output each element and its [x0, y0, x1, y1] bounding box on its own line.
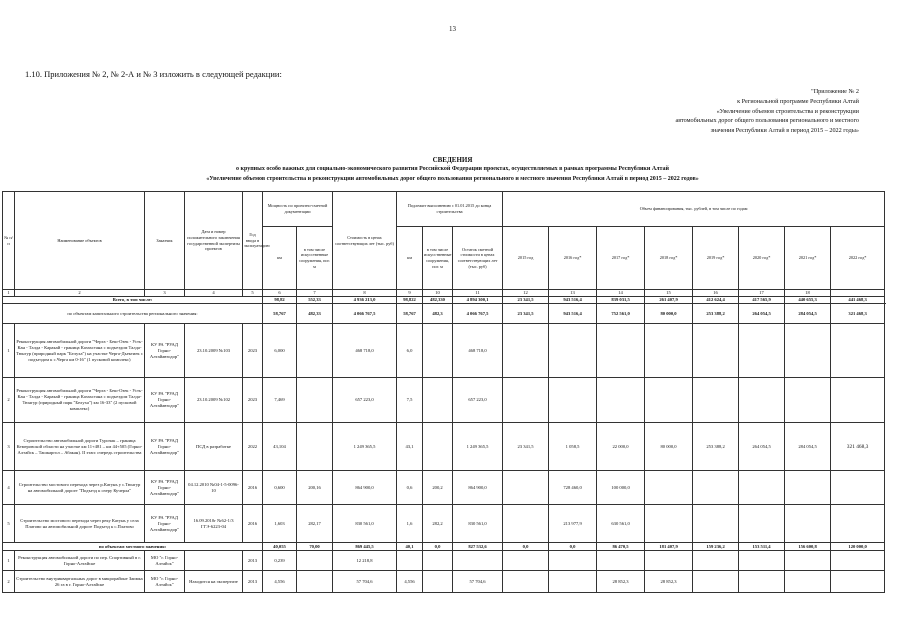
- project-done-km: 6,0: [397, 324, 423, 378]
- finance-cell: 253 388,2: [693, 423, 739, 471]
- project-done-km: 1,6: [397, 505, 423, 543]
- subtotal-cell: 321 468,3: [831, 304, 885, 324]
- project-cost: 864 900,0: [333, 471, 397, 505]
- finance-cell: [739, 551, 785, 571]
- subtotal-cell: 752 561,0: [597, 304, 645, 324]
- subtotal-cell: 943 516,4: [549, 304, 597, 324]
- project-name: Реконструкция автомобильной дороги "Черга - Беш-Озек - Усть-Кан - Талда - Каракай - граница Казахстана с подъездом Талда-Тюнгур (природный парк "Белуха") км 16-33" (2 пусковой комплекс): [15, 378, 145, 423]
- finance-cell: [739, 324, 785, 378]
- subtotal-cell: 80 000,0: [645, 304, 693, 324]
- project-customer: КУ РА "РУАД Горно-Алтайавтодор": [145, 324, 185, 378]
- subtotal-cell: 40,1: [397, 543, 423, 551]
- finance-cell: [645, 551, 693, 571]
- finance-cell: [645, 471, 693, 505]
- project-year: 2013: [243, 551, 263, 571]
- project-customer: МО "г. Горно-Алтайск": [145, 551, 185, 571]
- total-cell: 4 936 213,0: [333, 297, 397, 304]
- colnum-cell: [831, 290, 885, 297]
- colnum-cell: 5: [243, 290, 263, 297]
- total-cell: 482,330: [423, 297, 453, 304]
- subtotal-cell: 181 407,9: [645, 543, 693, 551]
- project-expertise: Находится на экспертизе: [185, 571, 243, 593]
- finance-cell: [739, 571, 785, 593]
- header-done-km: км: [397, 227, 423, 290]
- table-row: [3, 471, 885, 505]
- colnum-cell: 1: [3, 290, 15, 297]
- subtotal-cell: 869 445,5: [333, 543, 397, 551]
- subtotal-cell: 4 066 767,5: [333, 304, 397, 324]
- project-year: 2016: [243, 471, 263, 505]
- project-rest: 1 249 365,5: [453, 423, 503, 471]
- annex-line: к Региональной программе Республики Алтай: [737, 97, 859, 105]
- project-rest: 657 223,0: [453, 378, 503, 423]
- subtotal-cell: 0,0: [549, 543, 597, 551]
- finance-cell: [785, 471, 831, 505]
- header-customer: Заказчик: [145, 192, 185, 290]
- subtotal-cell: 40,055: [263, 543, 297, 551]
- finance-cell: [831, 505, 885, 543]
- project-name: Строительство внутриквартальных дорог в микрорайоне Заимка 26 га в г. Горно-Алтайске: [15, 571, 145, 593]
- project-rest: [453, 551, 503, 571]
- project-expertise: 16.09.2010г №62-1/3 ГГЭ-6223-04: [185, 505, 243, 543]
- project-km: 7,469: [263, 378, 297, 423]
- project-name: Строительство мостового перехода через реку Катунь у села Платово на автомобильной дороге Подъезд к с.Платово: [15, 505, 145, 543]
- project-km: 43,104: [263, 423, 297, 471]
- finance-cell: [831, 471, 885, 505]
- annex-line: «Увеличение объемов строительства и реконструкции: [716, 107, 859, 115]
- header-capacity-structures: в том числе искусственные сооружения, пог. м: [297, 227, 333, 290]
- header-year: 2019 год*: [693, 227, 739, 290]
- colnum-cell: 8: [333, 290, 397, 297]
- project-done-structures: [423, 571, 453, 593]
- project-done-km: 0,6: [397, 471, 423, 505]
- finance-cell: 80 000,0: [645, 423, 693, 471]
- row-number: 2: [3, 378, 15, 423]
- project-done-structures: 200,2: [423, 471, 453, 505]
- document-title: СВЕДЕНИЯ: [432, 156, 473, 164]
- header-no: № п/п: [3, 192, 15, 290]
- project-done-km: [397, 551, 423, 571]
- regional-subtotal-row: [3, 304, 885, 324]
- total-cell: 98,822: [397, 297, 423, 304]
- annex-line: "Приложение № 2: [811, 88, 859, 95]
- header-year: 2016 год*: [549, 227, 597, 290]
- finance-cell: 100 000,0: [597, 471, 645, 505]
- finance-cell: [785, 571, 831, 593]
- project-name: Реконструкция автомобильной дороги по пер. Спортивный в г. Горно-Алтайске: [15, 551, 145, 571]
- colnum-cell: 3: [145, 290, 185, 297]
- total-cell: 839 031,5: [597, 297, 645, 304]
- finance-cell: [785, 551, 831, 571]
- header-expertise-date: Дата и номер положительного заключения государственной экспертизы проектов: [185, 192, 243, 290]
- table-row: [3, 423, 885, 471]
- header-year: 2017 год*: [597, 227, 645, 290]
- finance-cell: 284 054,5: [785, 423, 831, 471]
- subtotal-cell: 482,3: [423, 304, 453, 324]
- finance-cell: [503, 378, 549, 423]
- column-numbers-row: [3, 290, 885, 297]
- project-km: 4,556: [263, 571, 297, 593]
- finance-cell: [503, 505, 549, 543]
- finance-cell: 23 341,5: [503, 423, 549, 471]
- subtotal-cell: 156 600,8: [785, 543, 831, 551]
- annex-block: [529, 87, 859, 136]
- finance-cell: [549, 551, 597, 571]
- colnum-cell: 7: [297, 290, 333, 297]
- project-km: 6,000: [263, 324, 297, 378]
- regional-label: по объектам капитального строительства регионального значения:: [3, 304, 263, 324]
- project-structures: [297, 378, 333, 423]
- total-cell: 440 655,3: [785, 297, 831, 304]
- table-row: [3, 378, 885, 423]
- project-km: 0,600: [263, 471, 297, 505]
- finance-cell: [785, 505, 831, 543]
- colnum-cell: 16: [693, 290, 739, 297]
- project-cost: 830 561,0: [333, 505, 397, 543]
- header-financing: Объем финансирования, тыс. рублей, в том числе по годам: [503, 192, 885, 227]
- header-year: 2020 год*: [739, 227, 785, 290]
- local-subtotal-row: [3, 543, 885, 551]
- header-year: 2021 год*: [785, 227, 831, 290]
- finance-cell: [693, 571, 739, 593]
- project-structures: 282,17: [297, 505, 333, 543]
- header-done-rest: Остаток сметной стоимости в ценах соответствующих лет (тыс. руб): [453, 227, 503, 290]
- colnum-cell: 17: [739, 290, 785, 297]
- project-done-structures: [423, 324, 453, 378]
- finance-cell: 213 977,9: [549, 505, 597, 543]
- project-structures: [297, 571, 333, 593]
- finance-cell: [693, 378, 739, 423]
- subtotal-cell: 58,767: [263, 304, 297, 324]
- row-number: 3: [3, 423, 15, 471]
- finance-cell: [693, 551, 739, 571]
- project-km: 0,239: [263, 551, 297, 571]
- document-subtitle-program: «Увеличение объемов строительства и реконструкции автомобильных дорог общего пользования регионального и местного значения Республики Алтай в период 2015 – 2022 годов»: [206, 176, 699, 182]
- project-customer: КУ РА "РУАД Горно-Алтайавтодор": [145, 505, 185, 543]
- colnum-cell: 14: [597, 290, 645, 297]
- finance-cell: [785, 324, 831, 378]
- total-cell: 417 565,9: [739, 297, 785, 304]
- finance-cell: [645, 324, 693, 378]
- project-structures: [297, 324, 333, 378]
- finance-cell: [645, 378, 693, 423]
- finance-cell: [831, 378, 885, 423]
- subtotal-cell: 284 054,5: [785, 304, 831, 324]
- finance-cell: 22 000,0: [597, 423, 645, 471]
- project-rest: 468 718,0: [453, 324, 503, 378]
- project-name: Строительство мостового перехода через р.Катунь у с.Тюнгур на автомобильной дороге "Подъезд к озеру Кучерла": [15, 471, 145, 505]
- finance-cell: [503, 324, 549, 378]
- colnum-cell: 6: [263, 290, 297, 297]
- project-done-structures: [423, 423, 453, 471]
- finance-cell: 28 852,3: [597, 571, 645, 593]
- page-number: 13: [449, 25, 456, 33]
- finance-cell: [693, 471, 739, 505]
- total-cell: 552,33: [297, 297, 333, 304]
- local-label: по объектам местного значения:: [3, 543, 263, 551]
- total-cell: 23 341,5: [503, 297, 549, 304]
- subtotal-cell: 4 066 767,5: [453, 304, 503, 324]
- subtotal-cell: 58,767: [397, 304, 423, 324]
- header-commission-year: Год ввода в эксплуатацию: [243, 192, 263, 290]
- finance-cell: [831, 551, 885, 571]
- colnum-cell: 12: [503, 290, 549, 297]
- finance-cell: [831, 571, 885, 593]
- project-cost: 468 718,0: [333, 324, 397, 378]
- total-label: Всего, в том числе:: [3, 297, 263, 304]
- project-done-structures: [423, 378, 453, 423]
- subtotal-cell: 482,33: [297, 304, 333, 324]
- row-number: 4: [3, 471, 15, 505]
- header-cost: Стоимость в ценах соответствующих лет (тыс. руб): [333, 192, 397, 290]
- project-done-km: 7,5: [397, 378, 423, 423]
- project-rest: 864 900,0: [453, 471, 503, 505]
- project-cost: 57 704,6: [333, 571, 397, 593]
- project-rest: 830 561,0: [453, 505, 503, 543]
- colnum-cell: 18: [785, 290, 831, 297]
- table-row: [3, 505, 885, 543]
- finance-cell: [785, 378, 831, 423]
- project-cost: 1 249 365,5: [333, 423, 397, 471]
- project-done-km: 4,556: [397, 571, 423, 593]
- total-cell: 441 468,3: [831, 297, 885, 304]
- project-done-km: 43,1: [397, 423, 423, 471]
- project-customer: КУ РА "РУАД Горно-Алтайавтодор": [145, 378, 185, 423]
- finance-cell: [597, 551, 645, 571]
- subtotal-cell: 253 388,2: [693, 304, 739, 324]
- finance-cell: 264 054,5: [739, 423, 785, 471]
- table-row: [3, 551, 885, 571]
- finance-cell: 28 852,3: [645, 571, 693, 593]
- finance-cell: [693, 324, 739, 378]
- finance-cell: 630 561,0: [597, 505, 645, 543]
- project-name: Строительство автомобильной дороги Турочак – граница Кемеровской области на участке км 11+481 – км 44+505 (Горно-Алтайск – Ташкаргол – Абакан). II этап: очередь строительства: [15, 423, 145, 471]
- subtotal-cell: 120 000,0: [831, 543, 885, 551]
- finance-cell: 728 460,0: [549, 471, 597, 505]
- finance-cell: [739, 378, 785, 423]
- project-expertise: 23.10.2009 №102: [185, 378, 243, 423]
- project-done-structures: 282,2: [423, 505, 453, 543]
- project-cost: 12 218,8: [333, 551, 397, 571]
- row-number: 5: [3, 505, 15, 543]
- colnum-cell: 4: [185, 290, 243, 297]
- row-number: 1: [3, 324, 15, 378]
- table-row: [3, 571, 885, 593]
- annex-line: автомобильных дорог общего пользования регионального и местного: [675, 117, 859, 125]
- colnum-cell: 13: [549, 290, 597, 297]
- header-capacity-km: км: [263, 227, 297, 290]
- project-year: 2016: [243, 505, 263, 543]
- project-year: 2023: [243, 378, 263, 423]
- finance-cell: [503, 471, 549, 505]
- finance-cell: [549, 571, 597, 593]
- header-year: 2022 год*: [831, 227, 885, 290]
- project-expertise: 23.10.2009 №103: [185, 324, 243, 378]
- subtotal-cell: 827 532,6: [453, 543, 503, 551]
- subtotal-cell: 70,00: [297, 543, 333, 551]
- finance-cell: [549, 324, 597, 378]
- subtotal-cell: 0,0: [423, 543, 453, 551]
- document-subtitle: о крупных особо важных для социально-экономического развития Российской Федерации проектах, осуществляемых в рамках программы Республики Алтай: [236, 166, 669, 172]
- finance-cell: 1 058,5: [549, 423, 597, 471]
- project-year: 2023: [243, 324, 263, 378]
- total-cell: 4 894 300,1: [453, 297, 503, 304]
- finance-cell: [831, 324, 885, 378]
- total-row: [3, 297, 885, 304]
- finance-cell: 321 468,3: [831, 423, 885, 471]
- colnum-cell: 15: [645, 290, 693, 297]
- subtotal-cell: 0,0: [503, 543, 549, 551]
- finance-cell: [693, 505, 739, 543]
- header-to-complete: Подлежит выполнению с 01.01.2015 до конца строительства: [397, 192, 503, 227]
- row-number: 1: [3, 551, 15, 571]
- project-expertise: [185, 551, 243, 571]
- header-capacity: Мощность по проектно-сметной документации: [263, 192, 333, 227]
- colnum-cell: 10: [423, 290, 453, 297]
- table-row: [3, 324, 885, 378]
- project-year: 2022: [243, 423, 263, 471]
- finance-cell: [503, 551, 549, 571]
- project-customer: МО "г. Горно-Алтайск": [145, 571, 185, 593]
- project-customer: КУ РА "РУАД Горно-Алтайавтодор": [145, 423, 185, 471]
- total-cell: 412 624,4: [693, 297, 739, 304]
- project-structures: 200,16: [297, 471, 333, 505]
- project-structures: [297, 551, 333, 571]
- header-done-structures: в том числе искусственные сооружения, пог. м: [423, 227, 453, 290]
- total-cell: 98,82: [263, 297, 297, 304]
- projects-table: [2, 191, 885, 593]
- project-structures: [297, 423, 333, 471]
- row-number: 2: [3, 571, 15, 593]
- project-cost: 657 223,0: [333, 378, 397, 423]
- project-customer: КУ РА "РУАД Горно-Алтайавтодор": [145, 471, 185, 505]
- project-rest: 57 704,6: [453, 571, 503, 593]
- finance-cell: [549, 378, 597, 423]
- project-year: 2013: [243, 571, 263, 593]
- header-year: 2018 год*: [645, 227, 693, 290]
- project-name: Реконструкция автомобильной дороги "Черга - Беш-Озек - Усть-Кан - Талда - Каракай - граница Казахстана с подъездом Талда-Тюнгур (природный парк "Белуха") на участке Черга-Дьектиек с подъездом к с.Черга км 0-16" (1 пусковой комплекс): [15, 324, 145, 378]
- project-expertise: ПСД в разработке: [185, 423, 243, 471]
- project-expertise: 04.12.2010 №04-1-5-0096-10: [185, 471, 243, 505]
- subtotal-cell: 159 236,2: [693, 543, 739, 551]
- finance-cell: [645, 505, 693, 543]
- total-cell: 261 407,9: [645, 297, 693, 304]
- subtotal-cell: 153 511,4: [739, 543, 785, 551]
- colnum-cell: 2: [15, 290, 145, 297]
- project-done-structures: [423, 551, 453, 571]
- finance-cell: [739, 505, 785, 543]
- colnum-cell: 9: [397, 290, 423, 297]
- subtotal-cell: 23 341,5: [503, 304, 549, 324]
- finance-cell: [597, 324, 645, 378]
- header-name: Наименование объектов: [15, 192, 145, 290]
- finance-cell: [739, 471, 785, 505]
- header-year: 2015 год: [503, 227, 549, 290]
- subtotal-cell: 264 054,5: [739, 304, 785, 324]
- colnum-cell: 11: [453, 290, 503, 297]
- subtotal-cell: 86 470,5: [597, 543, 645, 551]
- finance-cell: [503, 571, 549, 593]
- intro-text: 1.10. Приложения № 2, № 2-А и № 3 изложить в следующей редакции:: [25, 69, 282, 79]
- total-cell: 943 516,4: [549, 297, 597, 304]
- annex-line: значения Республики Алтай в период 2015 – 2022 годы»: [710, 127, 859, 135]
- project-km: 1,603: [263, 505, 297, 543]
- finance-cell: [597, 378, 645, 423]
